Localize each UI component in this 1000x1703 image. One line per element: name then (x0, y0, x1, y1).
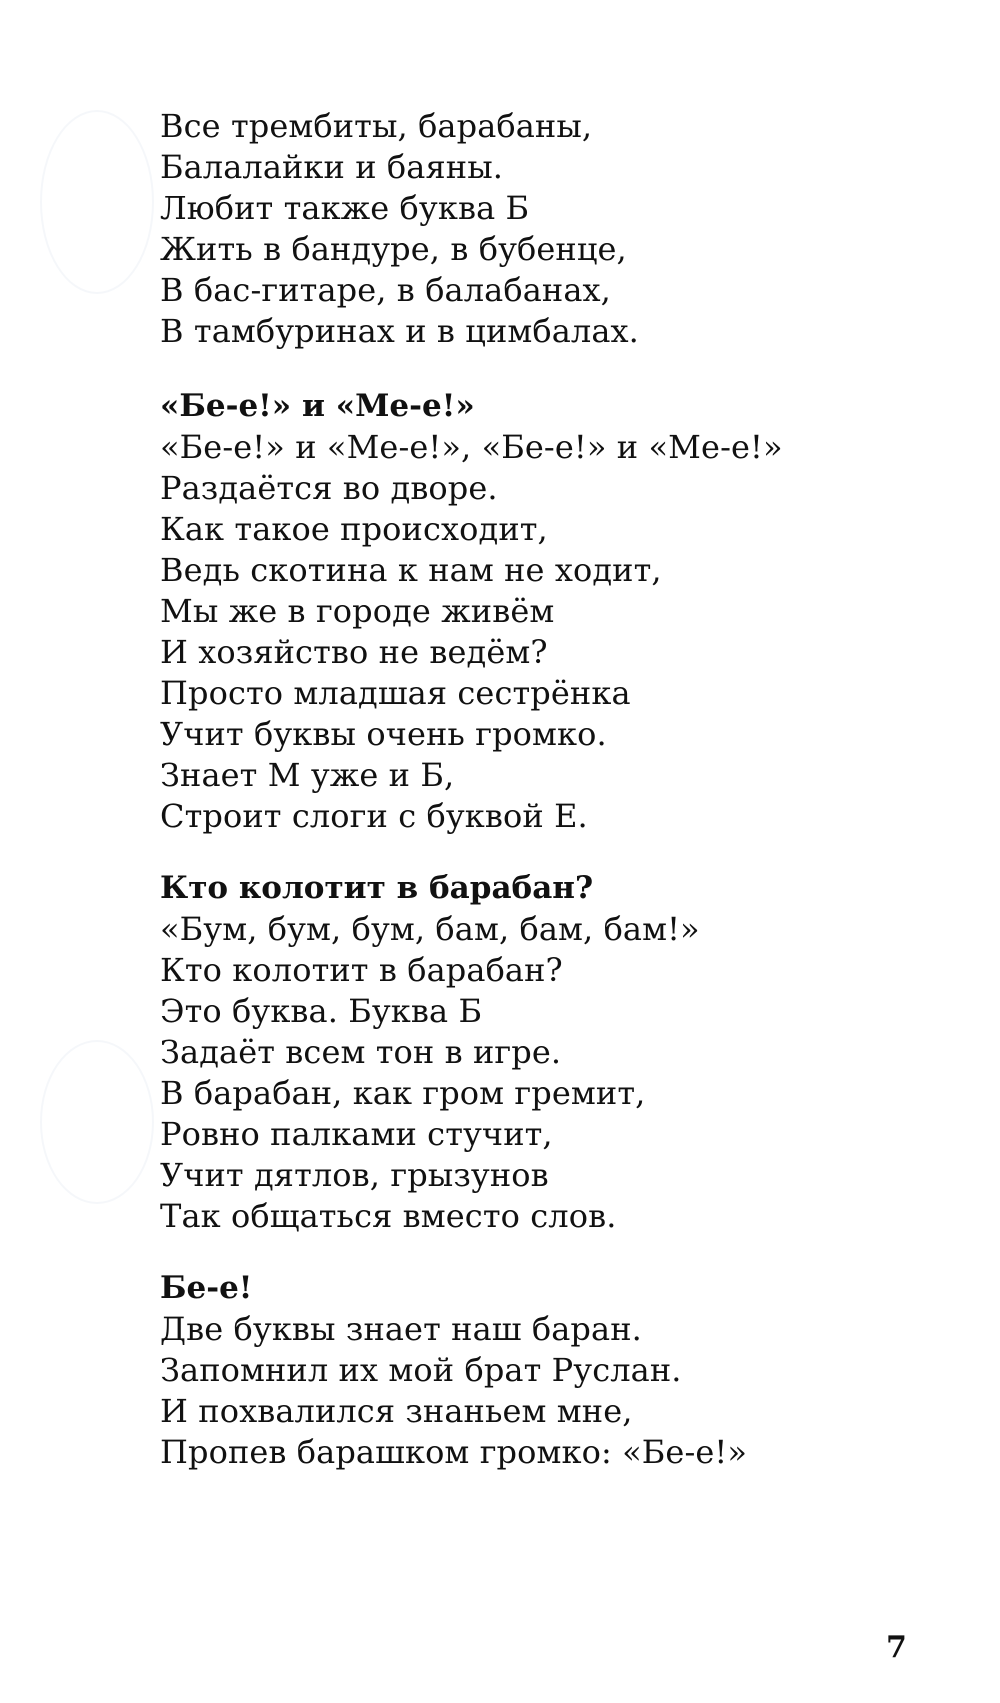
poem-title: «Бе-е!» и «Ме-е!» (160, 388, 475, 424)
poem-line: Так общаться вместо слов. (160, 1197, 617, 1235)
poem-line: Жить в бандуре, в бубенце, (160, 230, 627, 268)
poem-3 (160, 868, 920, 1237)
poem-line: Кто колотит в барабан? (160, 951, 563, 989)
poem-line: Задаёт всем тон в игре. (160, 1033, 562, 1071)
poem-line: И похвалился знаньем мне, (160, 1392, 633, 1430)
poem-line: Ведь скотина к нам не ходит, (160, 551, 662, 589)
poem-line: Все трембиты, барабаны, (160, 107, 593, 145)
poem-line: «Бум, бум, бум, бам, бам, бам!» (160, 910, 700, 948)
poem-2 (160, 386, 920, 837)
poem-title: Кто колотит в барабан? (160, 870, 594, 906)
poem-line: Строит слоги с буквой Е. (160, 797, 588, 835)
poem-line: Раздаётся во дворе. (160, 469, 498, 507)
poem-line: Ровно палками стучит, (160, 1115, 553, 1153)
bleed-through-decoration (40, 110, 154, 294)
poem-line: Мы же в городе живём (160, 592, 555, 630)
poem-line: В тамбуринах и в цимбалах. (160, 312, 639, 350)
poem-line: В бас-гитаре, в балабанах, (160, 271, 611, 309)
poem-line: Запомнил их мой брат Руслан. (160, 1351, 682, 1389)
poem-line: В барабан, как гром гремит, (160, 1074, 646, 1112)
poem-1 (160, 106, 920, 352)
poem-line: Учит дятлов, грызунов (160, 1156, 549, 1194)
page-number: 7 (886, 1630, 907, 1665)
poem-line: Балалайки и баяны. (160, 148, 504, 186)
poem-line: Просто младшая сестрёнка (160, 674, 631, 712)
bleed-through-decoration (40, 1040, 154, 1204)
poem-line: Это буква. Буква Б (160, 992, 483, 1030)
poem-line: Любит также буква Б (160, 189, 530, 227)
poem-title: Бе-е! (160, 1270, 253, 1306)
poem-line: Знает М уже и Б, (160, 756, 455, 794)
poem-4 (160, 1268, 920, 1473)
poem-line: И хозяйство не ведём? (160, 633, 548, 671)
poem-line: Две буквы знает наш баран. (160, 1310, 642, 1348)
poem-line: «Бе-е!» и «Ме-е!», «Бе-е!» и «Ме-е!» (160, 428, 783, 466)
poem-line: Как такое происходит, (160, 510, 548, 548)
poem-line: Учит буквы очень громко. (160, 715, 607, 753)
poem-line: Пропев барашком громко: «Бе-е!» (160, 1433, 748, 1471)
